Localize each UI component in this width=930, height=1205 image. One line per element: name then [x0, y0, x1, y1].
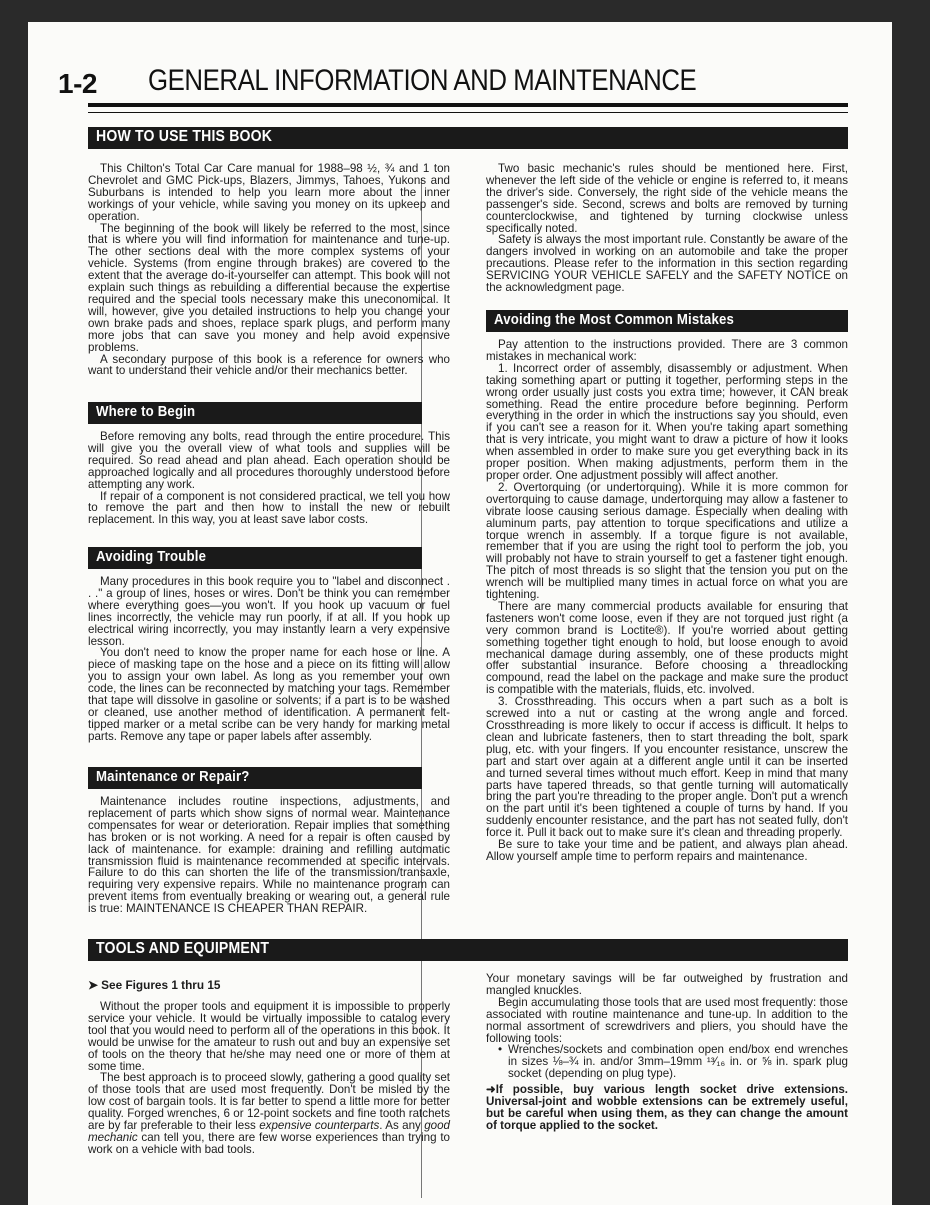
- left-column-maintenance: [88, 796, 450, 915]
- paragraph: Safety is always the most important rule. Constantly be aware of the dangers involved in working on an automobile and take the proper precautions. Please refer to the information in this section regarding SERVICING YOUR VEHICLE SAFELY and the SAFETY NOTICE on the acknowledgment page.: [486, 233, 848, 295]
- section-title-where-to-begin: Where to Begin: [96, 403, 196, 420]
- emphasis: good mechanic: [88, 1119, 451, 1144]
- paragraph: This Chilton's Total Car Care manual for 1988–98 ½, ¾ and 1 ton Chevrolet and GMC Pick-ups, Blazers, Jimmys, Tahoes, Yukons and Suburbans is intended to help you learn more about the inner workings of your vehicle, while saving you money on its upkeep and operation.: [88, 162, 450, 223]
- paragraph: Two basic mechanic's rules should be mentioned here. First, whenever the left side of the vehicle or engine is referred to, it means the driver's side. Conversely, the right side of the vehicle means the passenger's side. Second, screws and bolts are removed by turning counterclockwise, and tightened by turning clockwise unless specifically noted.: [486, 162, 848, 235]
- emphasis: expensive counterparts: [259, 1119, 380, 1133]
- section-bar-avoiding-trouble: [88, 547, 422, 569]
- section-bar-maintenance: [88, 767, 422, 789]
- note-paragraph: [486, 1084, 848, 1132]
- right-column-tools: [486, 973, 848, 1132]
- list-item: 1. Incorrect order of assembly, disassembly or adjustment. When taking something apart or putting it together, performing steps in the wrong order usually just costs you extra time; however, it CAN break something. Read the entire procedure before beginning. Perform everything in the order in which the instructions say you should, even if you can't see a reason for it. When you're taking apart something that is very intricate, you might want to draw a picture of how it looks when assembled in order to make sure you get everything back in its proper position. When making adjustments, perform them in the proper order. One adjustment possibly will affect another.: [486, 361, 848, 482]
- right-column-rules: [486, 163, 848, 294]
- see-figures-reference: [88, 978, 221, 992]
- paragraph: Your monetary savings will be far outweighed by frustration and mangled knuckles.: [486, 972, 848, 997]
- section-bar-avoiding-mistakes: [486, 310, 848, 332]
- note-arrow-icon: ➜: [486, 1083, 496, 1097]
- paragraph: [88, 1072, 450, 1155]
- section-bar-tools: [88, 939, 848, 961]
- bullet-dot-icon: •: [498, 1043, 503, 1057]
- paragraph: Pay attention to the instructions provided. There are 3 common mistakes in mechanical work:: [486, 338, 848, 363]
- see-figures-text: See Figures 1 thru 15: [101, 978, 221, 992]
- header-rule: [88, 103, 848, 107]
- note-text: If possible, buy various length socket drive extensions. Universal-joint and wobble extensions can be extremely useful, but be careful when using them, as they can change the amount of torque applied to the socket.: [486, 1083, 848, 1132]
- section-title-how-to-use: HOW TO USE THIS BOOK: [96, 128, 273, 145]
- paragraph: Maintenance includes routine inspections, adjustments, and replacement of parts which show signs of normal wear. Maintenance compensates for wear or deterioration. Repair implies that something has broken or is not working. A need for a repair is often caused by lack of maintenance. for example: draining and refilling automatic transmission fluid is maintenance recommended at specific intervals. Failure to do this can shorten the life of the transmission/transaxle, requiring very expensive repairs. While no maintenance program can prevent items from eventually breaking or wearing out, a general rule is true: MAINTENANCE IS CHEAPER THAN REPAIR.: [88, 795, 450, 916]
- bullet-text: Wrenches/sockets and combination open end/box end wrenches in sizes ⅛–¾ in. and/or 3mm–19mm ¹³⁄₁₆ in. or ⅝ in. spark plug socket (depending on plug type).: [508, 1043, 848, 1081]
- left-column-intro: [88, 163, 450, 377]
- paragraph: The beginning of the book will likely be referred to the most, since that is where you will find information for maintenance and tune-up. The other sections deal with the more complex systems of your vehicle. Systems (from engine through brakes) are covered to the extent that the average do-it-yourselfer can attempt. This book will not explain such things as rebuilding a differential because the expertise required and the special tools necessary make this uneconomical. It will, however, give you detailed instructions to help you change your own brake pads and shoes, replace spark plugs, and perform many more jobs that can save you money and help avoid expensive problems.: [88, 221, 450, 354]
- left-column-tools: [88, 1001, 450, 1156]
- paragraph: If repair of a component is not considered practical, we tell you how to remove the part and then how to install the new or rebuilt replacement. In this way, you at least save labor costs.: [88, 489, 450, 527]
- section-title-tools: TOOLS AND EQUIPMENT: [96, 940, 270, 957]
- section-bar-where-to-begin: [88, 402, 422, 424]
- section-bar-how-to-use: [88, 127, 848, 149]
- text-run: can tell you, there are few worse experiences than trying to work on a vehicle with bad tools.: [88, 1130, 450, 1156]
- list-item: 2. Overtorquing (or undertorquing). While it is more common for overtorquing to cause damage, undertorquing may allow a fastener to vibrate loose causing serious damage. Especially when dealing with aluminum parts, pay attention to torque specifications and utilize a torque wrench in assembly. If a torque figure is not available, remember that if you are using the right tool to perform the job, you will probably not have to strain yourself to get a fastener tight enough. The pitch of most threads is so slight that the tension you put on the wrench will be multiplied many times in actual force on what you are tightening.: [486, 480, 848, 602]
- section-title-maintenance: Maintenance or Repair?: [96, 768, 250, 785]
- text-run: The best approach is to proceed slowly, gathering a good quality set of those tools that are used most frequently. Don't be misled by the low cost of bargain tools. It is far better to spend a little more for better quality. Forged wrenches, 6 or 12-point sockets and fine tooth ratchets are by far preferable to their less: [88, 1071, 450, 1133]
- list-item: [486, 1044, 848, 1080]
- paragraph: There are many commercial products available for ensuring that fasteners won't come loose, even if they are not torqued just right (a very common brand is Loctite®). If you're worried about getting something together tight enough to hold, but loose enough to avoid mechanical damage during assembly, one of these products might offer substantial insurance. Before choosing a threadlocking compound, read the label on the package and make sure the product is compatible with the materials, fluids, etc. involved.: [486, 599, 848, 697]
- paragraph: Many procedures in this book require you to "label and disconnect . . ." a group of lines, hoses or wires. Don't be think you can remember where everything goes—you won't. If you hook up vacuum or fuel lines incorrectly, the vehicle may run poorly, if at all. If you hook up electrical wiring incorrectly, you may instantly learn a very expensive lesson.: [88, 575, 450, 648]
- right-column-mistakes: [486, 339, 848, 863]
- header-rule-thin: [88, 112, 848, 113]
- paragraph: Be sure to take your time and be patient, and always plan ahead. Allow yourself ample time to perform repairs and maintenance.: [486, 838, 848, 863]
- paragraph: Begin accumulating those tools that are used most frequently: those associated with routine maintenance and tune-up. In addition to the normal assortment of screwdrivers and pliers, you should have the following tools:: [486, 995, 848, 1045]
- page-title: GENERAL INFORMATION AND MAINTENANCE: [148, 64, 697, 97]
- left-column-where: [88, 431, 450, 526]
- pointer-arrow-icon: ➤: [88, 978, 98, 992]
- section-title-avoiding-trouble: Avoiding Trouble: [96, 548, 207, 565]
- paragraph: Before removing any bolts, read through the entire procedure. This will give you the overall view of what tools and supplies will be required. So read ahead and plan ahead. Each operation should be approached logically and all procedures thoroughly understood before attempting any work.: [88, 430, 450, 491]
- text-run: . As any: [379, 1119, 425, 1133]
- list-item: 3. Crossthreading. This occurs when a part such as a bolt is screwed into a nut or casting at the wrong angle and forced. Crossthreading is more likely to occur if access is difficult. It helps to clean and lubricate fasteners, then to start threading the bolt, spark plug, etc. with your fingers. If you encounter resistance, unscrew the part and start over again at a different angle until it can be inserted and turned several times without much effort. Keep in mind that many parts have tapered threads, so that gentle turning will automatically bring the part you're threading to the proper angle. Don't put a wrench on the part until it's been tightened a couple of turns by hand. If you suddenly encounter resistance, and the part has not seated fully, don't force it. Pull it back out to make sure it's clean and threading properly.: [486, 695, 848, 840]
- paragraph: A secondary purpose of this book is a reference for owners who want to understand their vehicle and/or their mechanics better.: [88, 352, 450, 378]
- left-column-trouble: [88, 576, 450, 743]
- paragraph: Without the proper tools and equipment it is impossible to properly service your vehicle. It would be virtually impossible to catalog every tool that you would need to perform all of the operations in this book. It would be unwise for the amateur to rush out and buy an expensive set of tools on the theory that he/she may need one or more of them at some time.: [88, 1000, 450, 1073]
- paragraph: You don't need to know the proper name for each hose or line. A piece of masking tape on the hose and a piece on its fitting will allow you to assign your own label. As long as you remember your own code, the lines can be reconnected by matching your tags. Remember that tape will dissolve in gasoline or solvents; if a part is to be washed or cleaned, use another method of identification. A permanent felt-tipped marker or a metal scribe can be very handy for marking metal parts. Remove any tape or paper labels after assembly.: [88, 646, 450, 743]
- page-number: 1-2: [58, 68, 97, 99]
- section-title-avoiding-mistakes: Avoiding the Most Common Mistakes: [494, 311, 735, 328]
